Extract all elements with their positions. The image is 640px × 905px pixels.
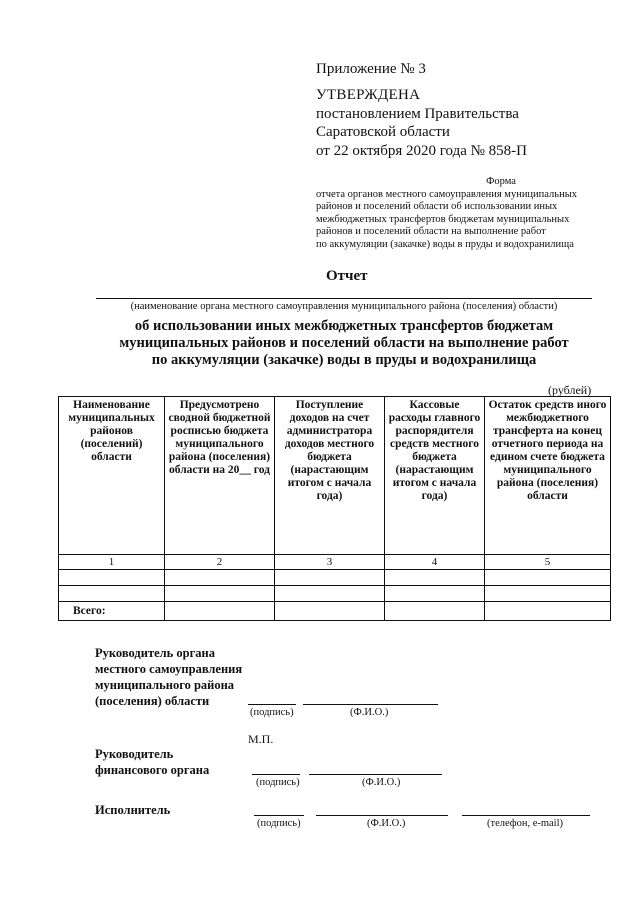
header-balance: Остаток средств иного межбюджетного трансферта на конец отчетного периода на едином счете бюджета муниципального района (поселения) области	[485, 397, 611, 555]
table-cell[interactable]	[385, 570, 485, 586]
organ-name-line	[96, 298, 592, 299]
finance-label-line-1: финансового органа	[95, 763, 210, 777]
col-number: 2	[165, 555, 275, 570]
executor-fio-line[interactable]	[316, 815, 448, 816]
table-total-row	[59, 602, 611, 621]
report-subject	[80, 318, 608, 369]
form-note	[316, 176, 606, 251]
table-cell[interactable]	[165, 602, 275, 621]
executor-label: Исполнитель	[95, 803, 171, 817]
table-cell[interactable]	[165, 570, 275, 586]
header-planned: Предусмотрено сводной бюджетной росписью бюджета муниципального района (поселения) области на 20__ год	[165, 397, 275, 555]
table-cell[interactable]	[275, 602, 385, 621]
approved-title: УТВЕРЖДЕНА	[316, 87, 421, 103]
header-district: Наименование муниципальных районов (поселений) области	[59, 397, 165, 555]
approved-line-1: постановлением Правительства	[316, 105, 519, 122]
col-number: 4	[385, 555, 485, 570]
total-label: Всего:	[59, 602, 165, 621]
subject-line-1: муниципальных районов и поселений области на выполнение работ	[119, 335, 569, 351]
currency-units: (рублей)	[548, 383, 592, 397]
form-note-line-1: районов и поселений области об использовании иных	[316, 201, 558, 212]
approved-line-2: Саратовской области	[316, 124, 450, 140]
table-cell[interactable]	[485, 602, 611, 621]
table-cell[interactable]	[59, 586, 165, 602]
head-signature-line[interactable]	[248, 704, 296, 705]
approved-line-3: от 22 октября 2020 года № 858-П	[316, 142, 528, 159]
finance-label-line-0: Руководитель	[95, 747, 174, 761]
table-cell[interactable]	[385, 602, 485, 621]
table-cell[interactable]	[275, 570, 385, 586]
head-fio-caption: (Ф.И.О.)	[350, 707, 389, 718]
form-label: Форма	[486, 176, 516, 187]
head-signatory-label	[95, 645, 242, 709]
report-table	[58, 396, 611, 621]
table-cell[interactable]	[165, 586, 275, 602]
finance-fio-line[interactable]	[309, 774, 442, 775]
organ-name-caption: (наименование органа местного самоуправления муниципального района (поселения) области)	[130, 301, 558, 312]
executor-phone-line[interactable]	[462, 815, 590, 816]
col-number: 1	[59, 555, 165, 570]
appendix-number: Приложение № 3	[316, 61, 426, 77]
head-signature-caption: (подпись)	[250, 707, 294, 718]
subject-line-0: об использовании иных межбюджетных трансфертов бюджетам	[134, 318, 554, 334]
head-label-line-0: Руководитель органа	[95, 646, 215, 660]
stamp-place: М.П.	[248, 732, 274, 746]
finance-signature-line[interactable]	[252, 774, 300, 775]
executor-signature-caption: (подпись)	[257, 818, 301, 829]
table-cell[interactable]	[385, 586, 485, 602]
head-label-line-3: (поселения) области	[95, 694, 210, 708]
form-note-line-4: по аккумуляции (закачке) воды в пруды и водохранилища	[316, 238, 574, 250]
header-income: Поступление доходов на счет администратора доходов местного бюджета (нарастающим итогом с начала года)	[275, 397, 385, 555]
head-label-line-2: муниципального района	[95, 678, 235, 692]
table-cell[interactable]	[275, 586, 385, 602]
table-cell[interactable]	[59, 570, 165, 586]
table-number-row	[59, 555, 611, 570]
col-number: 3	[275, 555, 385, 570]
finance-signatory-label	[95, 746, 209, 778]
finance-fio-caption: (Ф.И.О.)	[362, 777, 401, 788]
table-cell[interactable]	[485, 570, 611, 586]
header-expenses: Кассовые расходы главного распорядителя средств местного бюджета (нарастающим итогом с начала года)	[385, 397, 485, 555]
report-title: Отчет	[326, 268, 368, 284]
subject-line-2: по аккумуляции (закачке) воды в пруды и водохранилища	[151, 352, 537, 368]
table-row	[59, 586, 611, 602]
executor-phone-caption: (телефон, e-mail)	[487, 818, 564, 829]
table-cell[interactable]	[485, 586, 611, 602]
form-note-line-3: районов и поселений области на выполнение работ	[316, 226, 546, 237]
approval-block	[316, 86, 527, 160]
finance-signature-caption: (подпись)	[256, 777, 300, 788]
col-number: 5	[485, 555, 611, 570]
executor-fio-caption: (Ф.И.О.)	[367, 818, 406, 829]
executor-signature-line[interactable]	[254, 815, 304, 816]
head-label-line-1: местного самоуправления	[95, 662, 243, 676]
form-note-line-0: отчета органов местного самоуправления муниципальных	[316, 188, 577, 200]
form-note-line-2: межбюджетных трансфертов бюджетам муниципальных	[316, 213, 570, 225]
table-row	[59, 570, 611, 586]
table-header-row	[59, 397, 611, 555]
head-fio-line[interactable]	[303, 704, 438, 705]
